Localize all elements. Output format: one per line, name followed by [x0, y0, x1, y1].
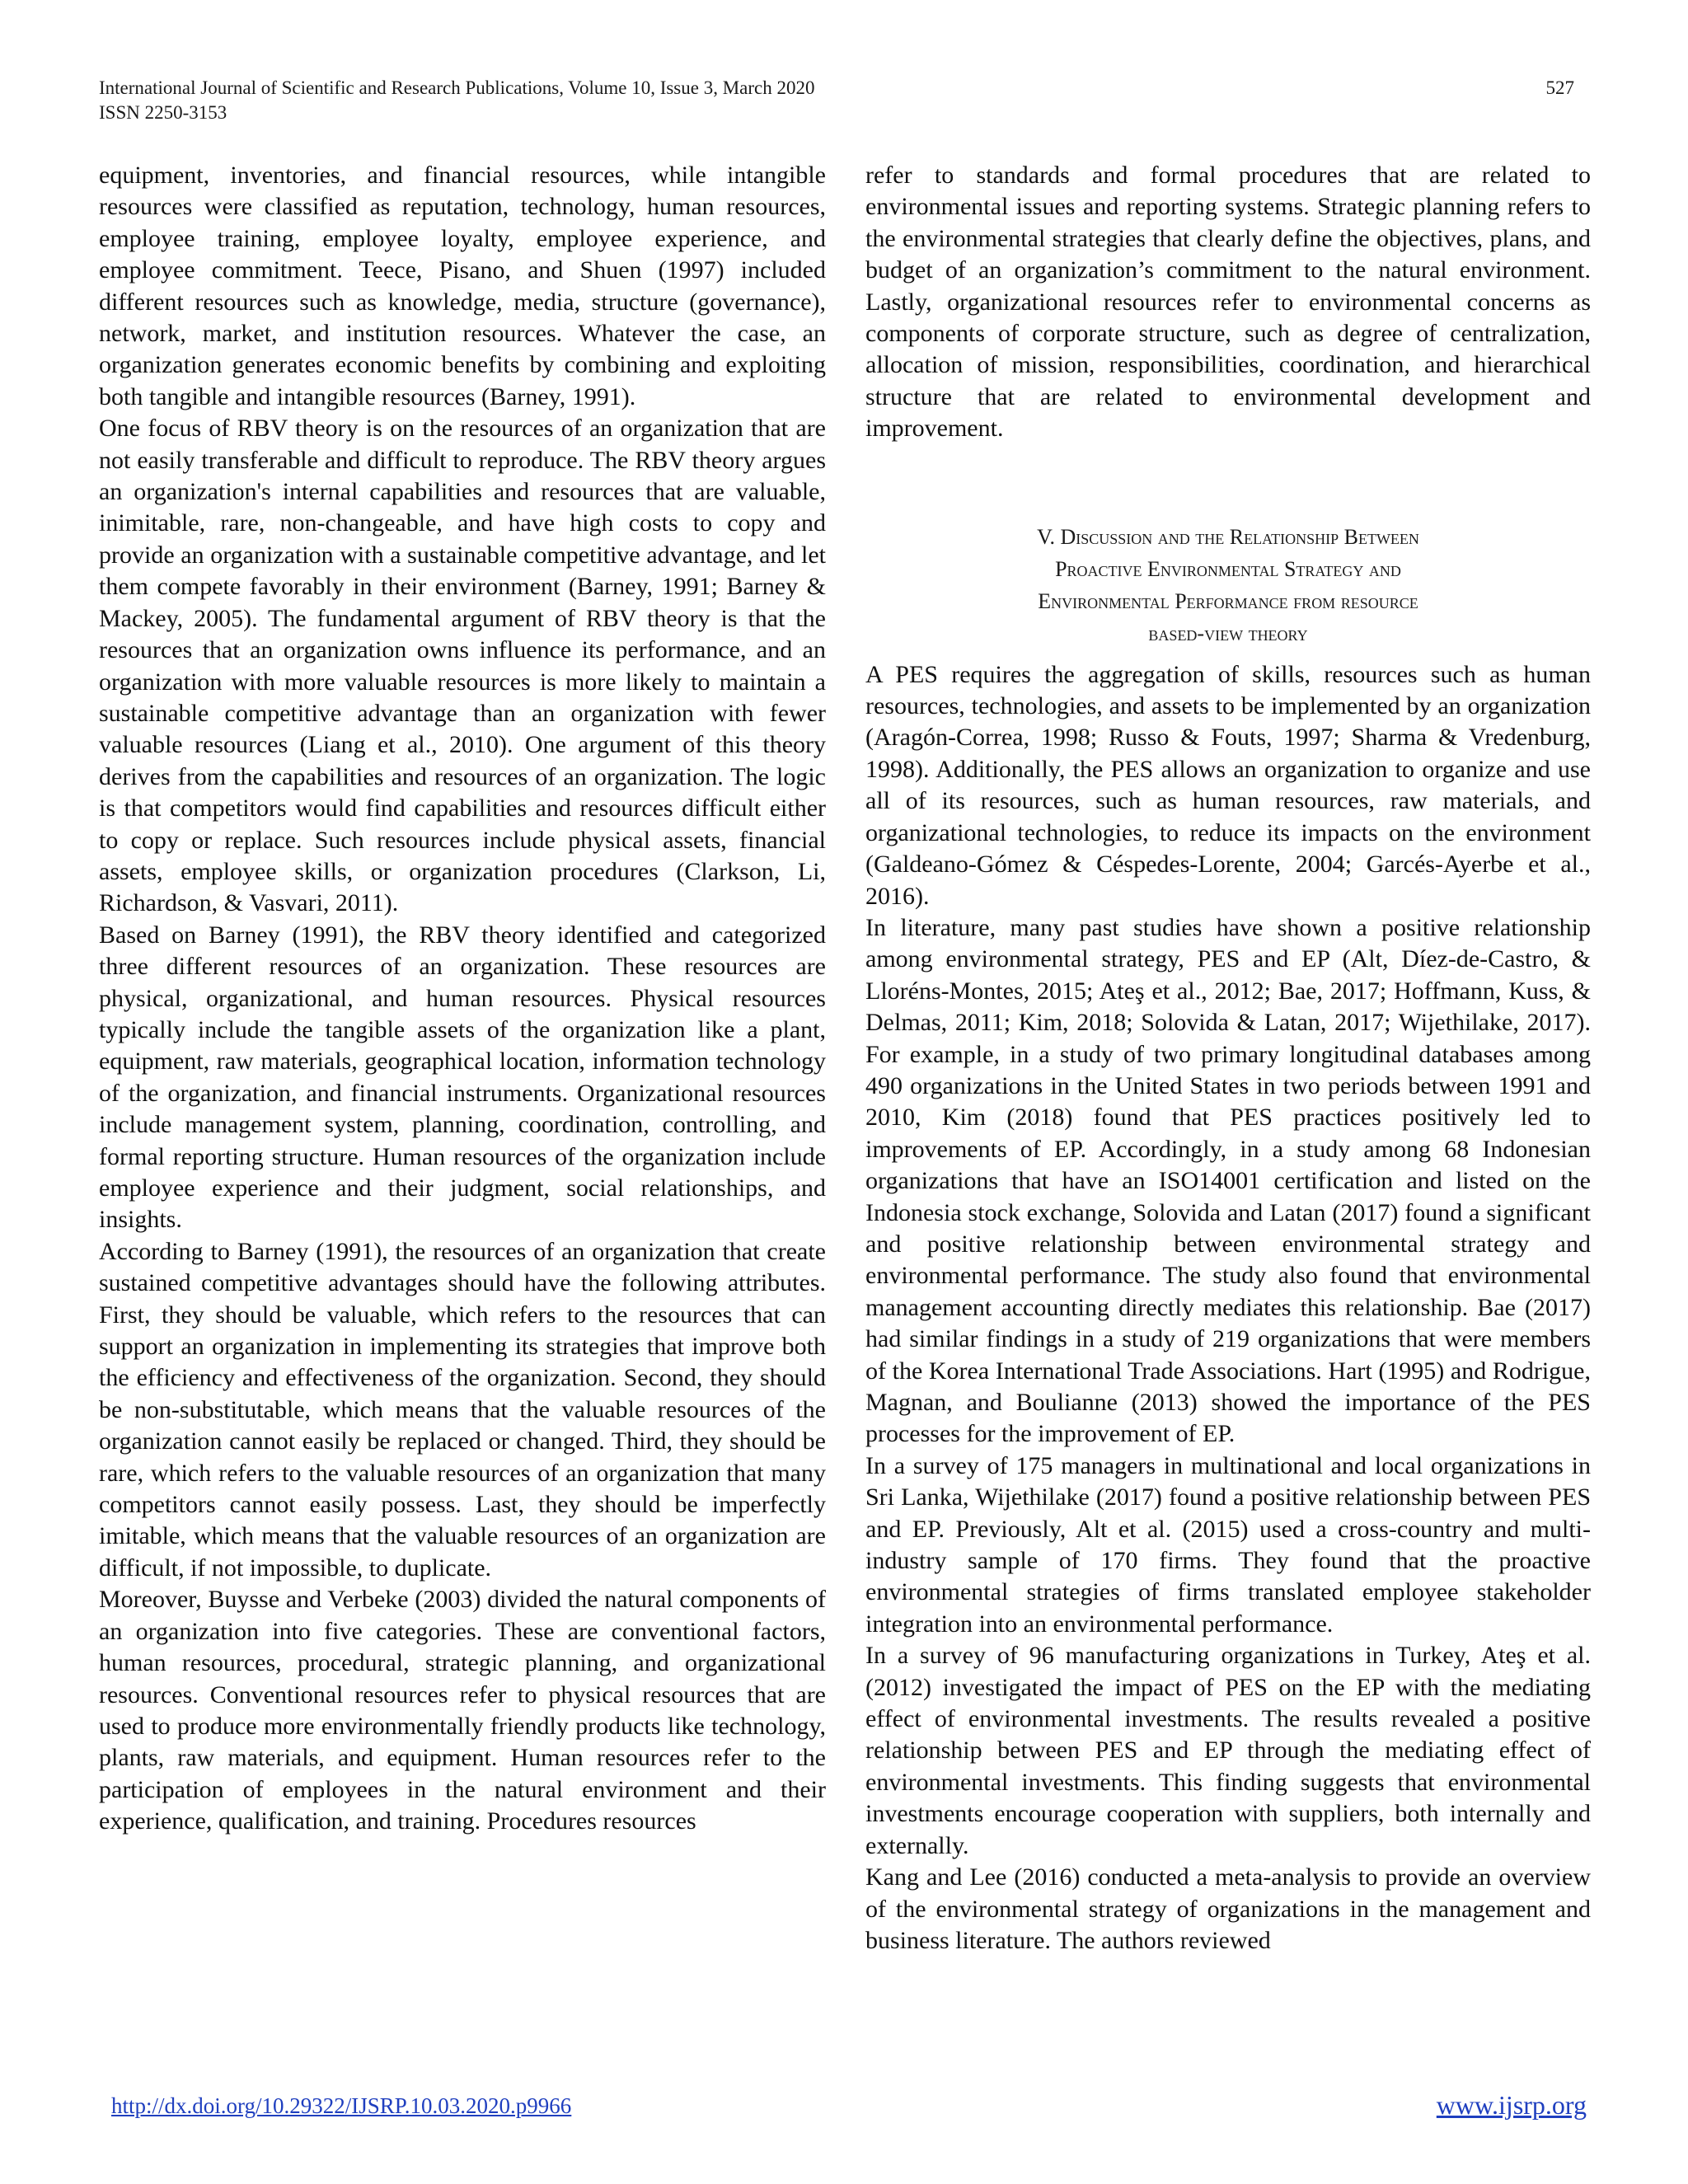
- section-heading-line: Environmental Performance from resource: [1038, 588, 1418, 613]
- page-number: 527: [1545, 77, 1574, 98]
- paragraph: Moreover, Buysse and Verbeke (2003) divided the natural components of an organization into five categories. These are conventional factors, human resources, procedural, strategic planning, and organizational resources. Conventional resources refer to physical resources that are used to produce more environmentally friendly products like technology, plants, raw materials, and equipment. Human resources refer to the participation of employees in the natural environment and their experience, qualification, and training. Procedures resources: [99, 1586, 826, 1835]
- page-header: [99, 76, 1574, 125]
- paragraph: According to Barney (1991), the resources of an organization that create sustained competitive advantages should have the following attributes. First, they should be valuable, which refers to the resources that can support an organization in implementing its strategies that improve both the efficiency and effectiveness of the organization. Second, they should be non-substitutable, which means that the valuable resources of the organization cannot easily be replaced or changed. Third, they should be rare, which refers to the valuable resources of an organization that many competitors cannot easily possess. Last, they should be imperfectly imitable, which means that the valuable resources of an organization are difficult, if not impossible, to duplicate.: [99, 1237, 826, 1582]
- paragraph: equipment, inventories, and financial resources, while intangible resources were classified as reputation, technology, human resources, employee training, employee loyalty, employee experience, and employee commitment. Teece, Pisano, and Shuen (1997) included different resources such as knowledge, media, structure (governance), network, market, and institution resources. Whatever the case, an organization generates economic benefits by combining and exploiting both tangible and intangible resources (Barney, 1991).: [99, 162, 826, 410]
- paragraph: In a survey of 175 managers in multinational and local organizations in Sri Lanka, Wijethilake (2017) found a positive relationship between PES and EP. Previously, Alt et al. (2015) used a cross-country and multi-industry sample of 170 firms. They found that the proactive environmental strategies of firms translated employee stakeholder integration into an environmental performance.: [865, 1451, 1591, 1638]
- paragraph: A PES requires the aggregation of skills, resources such as human resources, technologies, and assets to be implemented by an organization (Aragón-Correa, 1998; Russo & Fouts, 1997; Sharma & Vredenburg, 1998). Additionally, the PES allows an organization to organize and use all of its resources, such as human resources, raw materials, and organizational technologies, to reduce its impacts on the environment (Galdeano-Gómez & Céspedes-Lorente, 2004; Garcés-Ayerbe et al., 2016).: [865, 660, 1591, 910]
- issn-line: ISSN 2250-3153: [99, 102, 227, 123]
- paragraph: In literature, many past studies have shown a positive relationship among environmental strategy, PES and EP (Alt, Díez-de-Castro, & Lloréns-Montes, 2015; Ateş et al., 2012; Bae, 2017; Hoffmann, Kuss, & Delmas, 2011; Kim, 2018; Solovida & Latan, 2017; Wijethilake, 2017). For example, in a study of two primary longitudinal databases among 490 organizations in the United States in two periods between 1991 and 2010, Kim (2018) found that PES practices positively led to improvements of EP. Accordingly, in a study among 68 Indonesian organizations that have an ISO14001 certification and listed on the Indonesia stock exchange, Solovida and Latan (2017) found a significant and positive relationship between environmental strategy and environmental performance. The study also found that environmental management accounting directly mediates this relationship. Bae (2017) had similar findings in a study of 219 organizations that were members of the Korea International Trade Associations. Hart (1995) and Rodrigue, Magnan, and Boulianne (2013) showed the importance of the PES processes for the improvement of EP.: [865, 913, 1591, 1448]
- paragraph: Based on Barney (1991), the RBV theory identified and categorized three different resources of an organization. These resources are physical, organizational, and human resources. Physical resources typically include the tangible assets of the organization like a plant, equipment, raw materials, geographical location, information technology of the organization, and financial instruments. Organizational resources include management system, planning, coordination, controlling, and formal reporting structure. Human resources of the organization include employee experience and their judgment, social relationships, and insights.: [99, 921, 826, 1234]
- right-column: [865, 160, 1591, 1957]
- paragraph: In a survey of 96 manufacturing organizations in Turkey, Ateş et al. (2012) investigated the impact of PES on the EP with the mediating effect of environmental investments. The results revealed a positive relationship between PES and EP through the mediating effect of environmental investments. This finding suggests that environmental investments encourage cooperation with suppliers, both internally and externally.: [865, 1642, 1591, 1859]
- section-heading-line: V. Discussion and the Relationship Between: [1037, 524, 1419, 549]
- paragraph: Kang and Lee (2016) conducted a meta-analysis to provide an overview of the environmental strategy of organizations in the management and business literature. The authors reviewed: [865, 1863, 1591, 1954]
- journal-line: International Journal of Scientific and Research Publications, Volume 10, Issue 3, March 2020: [99, 77, 815, 98]
- left-column: [99, 160, 826, 1838]
- section-heading: [865, 521, 1591, 649]
- site-link[interactable]: www.ijsrp.org: [1436, 2090, 1587, 2120]
- section-heading-line: Proactive Environmental Strategy and: [1055, 556, 1401, 581]
- paragraph: One focus of RBV theory is on the resources of an organization that are not easily transferable and difficult to reproduce. The RBV theory argues an organization's internal capabilities and resources that are valuable, inimitable, rare, non-changeable, and have high costs to copy and provide an organization with a sustainable competitive advantage, and let them compete favorably in their environment (Barney, 1991; Barney & Mackey, 2005). The fundamental argument of RBV theory is that the resources that an organization owns influence its performance, and an organization with more valuable resources is more likely to maintain a sustainable competitive advantage than an organization with fewer valuable resources (Liang et al., 2010). One argument of this theory derives from the capabilities and resources of an organization. The logic is that competitors would find capabilities and resources difficult either to copy or replace. Such resources include physical assets, financial assets, employee skills, or organization procedures (Clarkson, Li, Richardson, & Vasvari, 2011).: [99, 415, 826, 917]
- paragraph: refer to standards and formal procedures that are related to environmental issues and reporting systems. Strategic planning refers to the environmental strategies that clearly define the objectives, plans, and budget of an organization’s commitment to the natural environment. Lastly, organizational resources refer to environmental concerns as components of corporate structure, such as degree of centralization, allocation of mission, responsibilities, coordination, and hierarchical structure that are related to environmental development and improvement.: [865, 162, 1591, 443]
- doi-link[interactable]: http://dx.doi.org/10.29322/IJSRP.10.03.2020.p9966: [111, 2093, 572, 2118]
- section-heading-line: based-view theory: [1148, 621, 1308, 645]
